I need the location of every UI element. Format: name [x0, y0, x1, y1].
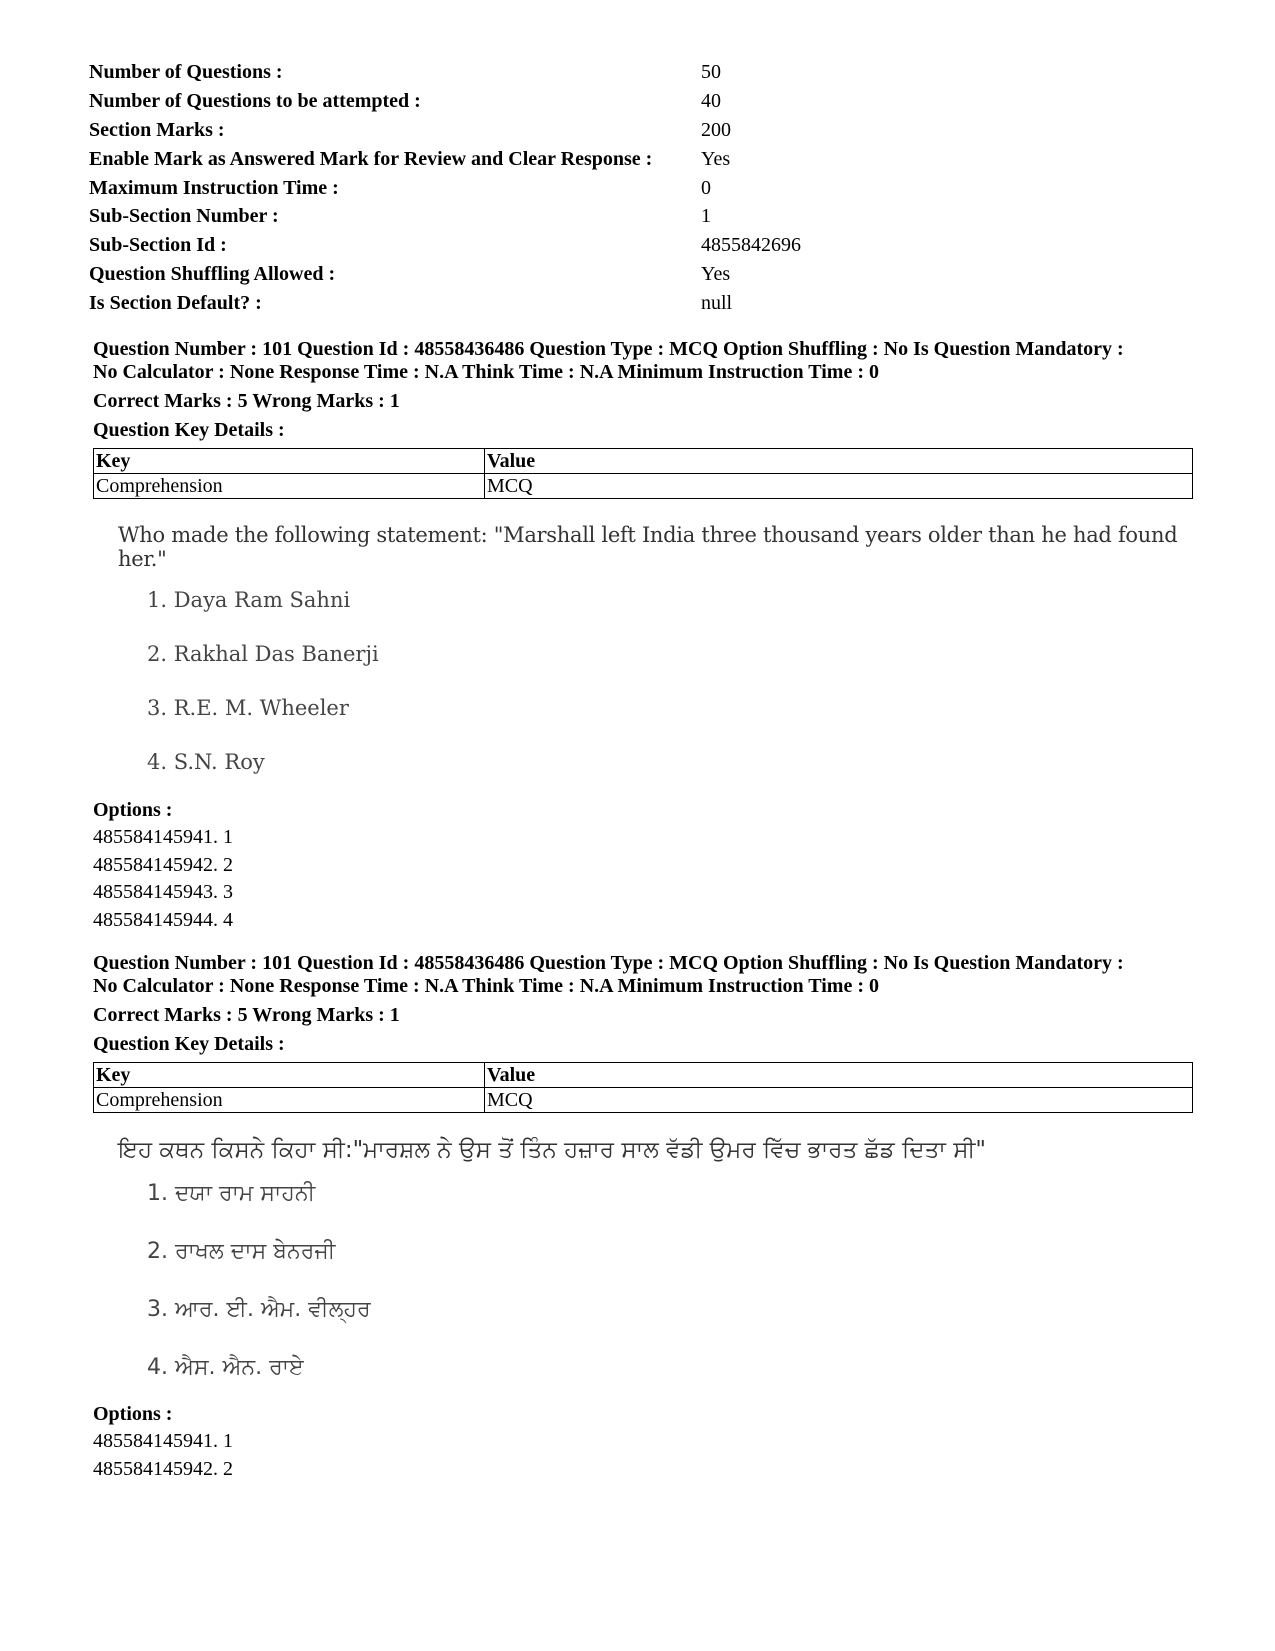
key-table-header-key: Key [94, 1063, 485, 1088]
info-label: Question Shuffling Allowed : [89, 263, 336, 286]
option-line: 485584145942. 2 [93, 853, 233, 876]
info-row [89, 231, 801, 260]
question-meta-line: Question Number : 101 Question Id : 48558436486 Question Type : MCQ Option Shuffling : No Is Question Mandatory : [93, 338, 1124, 360]
question-choice: 4. ਐਸ. ਐਨ. ਰਾਏ [147, 1355, 304, 1380]
key-table-header-row [94, 449, 1193, 474]
info-row [89, 174, 801, 203]
info-value: null [701, 292, 733, 315]
info-label: Is Section Default? : [89, 292, 262, 315]
question-choice: 3. ਆਰ. ਈ. ਐਮ. ਵੀਲ੍ਹਰ [147, 1297, 371, 1322]
question-key-heading: Question Key Details : [93, 1033, 285, 1055]
info-value: 0 [701, 176, 711, 199]
question-choices [147, 1179, 1193, 1411]
info-value: 1 [701, 205, 711, 228]
key-table-row [94, 1088, 1193, 1113]
info-label: Maximum Instruction Time : [89, 176, 339, 199]
info-value: 40 [701, 89, 721, 112]
info-label: Enable Mark as Answered Mark for Review and Clear Response : [89, 147, 653, 170]
question-choice: 4. S.N. Roy [147, 750, 265, 774]
info-row [89, 58, 801, 87]
question-meta-line: Question Number : 101 Question Id : 48558436486 Question Type : MCQ Option Shuffling : No Is Question Mandatory : [93, 952, 1124, 974]
option-line: 485584145941. 1 [93, 1430, 233, 1452]
options-heading: Options : [93, 1403, 173, 1425]
question-meta-line: No Calculator : None Response Time : N.A Think Time : N.A Minimum Instruction Time : 0 [93, 975, 879, 997]
question-choice: 1. Daya Ram Sahni [147, 588, 351, 612]
question-choice: 3. R.E. M. Wheeler [147, 696, 349, 720]
options-heading: Options : [93, 799, 173, 821]
info-value: 200 [701, 118, 731, 141]
info-label: Sub-Section Id : [89, 234, 227, 257]
key-table-cell-value: MCQ [485, 1088, 1193, 1113]
option-line: 485584145941. 1 [93, 826, 233, 848]
info-value: Yes [701, 263, 731, 286]
question-choice: 2. ਰਾਖਲ ਦਾਸ ਬੇਨਰਜੀ [147, 1239, 336, 1264]
info-label: Section Marks : [89, 118, 225, 141]
info-row [89, 145, 801, 174]
question-marks: Correct Marks : 5 Wrong Marks : 1 [93, 390, 400, 412]
info-row [89, 289, 801, 318]
info-row [89, 202, 801, 231]
key-table-cell-key: Comprehension [94, 1088, 485, 1113]
info-label: Sub-Section Number : [89, 205, 279, 228]
info-value: 50 [701, 60, 721, 83]
section-info [89, 58, 801, 318]
question-choice: 2. Rakhal Das Banerji [147, 642, 379, 666]
key-table-header-key: Key [94, 449, 485, 474]
info-row [89, 87, 801, 116]
key-table-cell-key: Comprehension [94, 474, 485, 499]
info-row [89, 260, 801, 289]
info-value: Yes [701, 147, 731, 170]
question-choices [147, 585, 1193, 801]
question-stem: ਇਹ ਕਥਨ ਕਿਸਨੇ ਕਿਹਾ ਸੀ:"ਮਾਰਸ਼ਲ ਨੇ ਉਸ ਤੋਂ ਤਿੰਨ ਹਜ਼ਾਰ ਸਾਲ ਵੱਡੀ ਉਮਰ ਵਿੱਚ ਭਾਰਤ ਛੱਡ ਦਿਤਾ ਸੀ" [118, 1137, 987, 1163]
question-key-heading: Question Key Details : [93, 419, 285, 441]
question-block-english [93, 338, 1193, 934]
question-meta-line: No Calculator : None Response Time : N.A Think Time : N.A Minimum Instruction Time : 0 [93, 361, 879, 383]
question-block-punjabi [93, 952, 1193, 1483]
info-row [89, 116, 801, 145]
option-line: 485584145942. 2 [93, 1457, 233, 1480]
question-stem: Who made the following statement: "Marshall left India three thousand years older than he had found her." [118, 523, 1178, 571]
info-value: 4855842696 [701, 234, 801, 257]
question-choice: 1. ਦਯਾ ਰਾਮ ਸਾਹਨੀ [147, 1181, 316, 1206]
question-key-table [93, 448, 1193, 499]
key-table-row [94, 474, 1193, 499]
key-table-cell-value: MCQ [485, 474, 1193, 499]
option-line: 485584145943. 3 [93, 881, 233, 903]
question-key-table [93, 1062, 1193, 1113]
key-table-header-row [94, 1063, 1193, 1088]
question-marks: Correct Marks : 5 Wrong Marks : 1 [93, 1004, 400, 1026]
key-table-header-value: Value [485, 1063, 1193, 1088]
info-label: Number of Questions : [89, 60, 283, 83]
key-table-header-value: Value [485, 449, 1193, 474]
option-line: 485584145944. 4 [93, 908, 233, 931]
info-label: Number of Questions to be attempted : [89, 89, 421, 112]
